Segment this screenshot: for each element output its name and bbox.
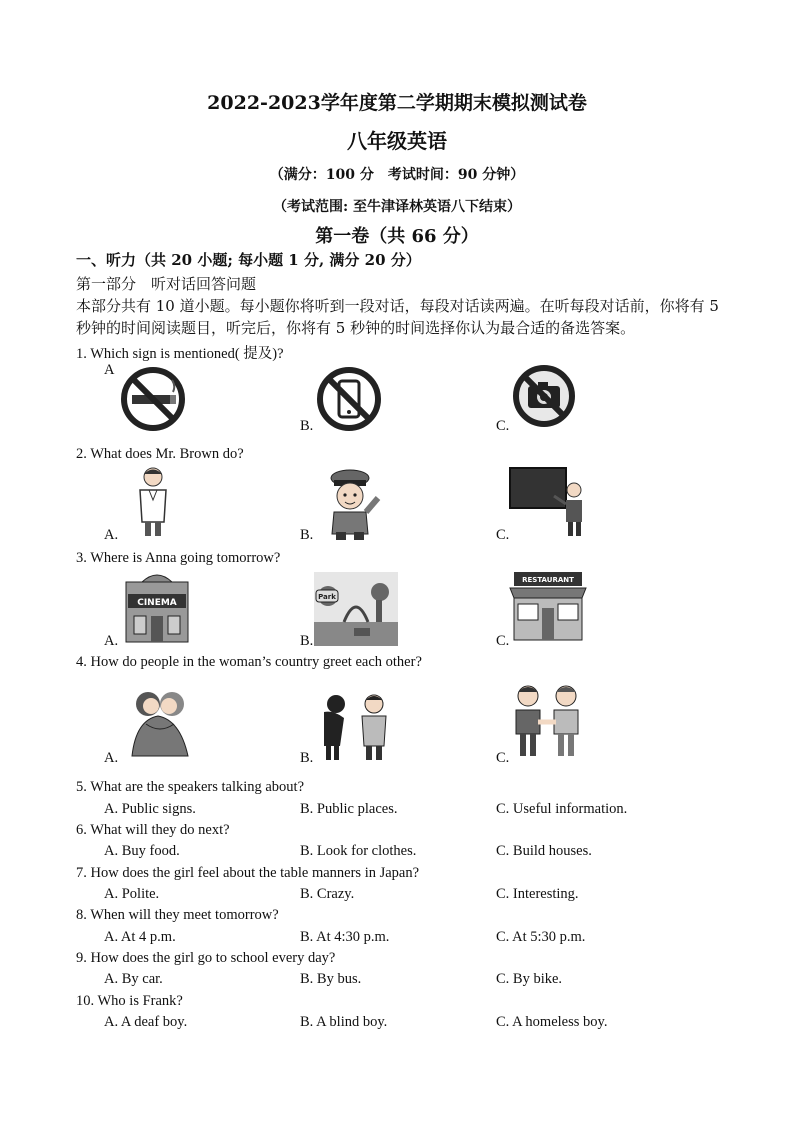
policeman-icon	[322, 466, 382, 542]
teacher-icon	[508, 466, 588, 538]
option-a[interactable]: A.	[104, 633, 119, 649]
option-a[interactable]: A. Public signs.	[104, 801, 196, 817]
option-c[interactable]: C. At 5:30 p.m.	[496, 929, 586, 945]
option-c[interactable]: C. By bike.	[496, 971, 563, 987]
no-smoking-sign-icon	[118, 366, 188, 432]
question-5: 5. What are the speakers talking about?	[76, 779, 305, 795]
option-b[interactable]: B. By bus.	[300, 971, 362, 987]
option-b[interactable]: B. At 4:30 p.m.	[300, 929, 390, 945]
option-b[interactable]: B.	[300, 418, 314, 434]
instructions: 本部分共有 10 道小题。每小题你将听到一段对话，每段对话读两遍。在听每段对话前，你将有 5 秒钟的时间阅读题目，听完后，你将有 5 秒钟的时间选择你认为最合适的备选答案。	[76, 297, 719, 337]
bow-icon	[314, 690, 394, 762]
park-sign-label: Park	[318, 593, 336, 601]
option-a[interactable]: A. At 4 p.m.	[104, 929, 176, 945]
option-c[interactable]: C. Interesting.	[496, 886, 579, 902]
question-6: 6. What will they do next?	[76, 822, 230, 838]
option-a[interactable]: A.	[104, 527, 119, 543]
no-camera-sign-icon	[512, 364, 576, 428]
subject-title: 八年级英语	[347, 129, 447, 153]
question-8: 8. When will they meet tomorrow?	[76, 907, 279, 923]
question-4: 4. How do people in the woman’s country greet each other?	[76, 654, 422, 670]
option-a[interactable]: A.	[104, 750, 119, 766]
option-b[interactable]: B. A blind boy.	[300, 1014, 388, 1030]
exam-title: 2022-2023学年度第二学期期末模拟测试卷	[207, 92, 587, 114]
park-icon	[314, 572, 398, 646]
score-time: （满分：100 分 考试时间：90 分钟）	[269, 167, 525, 183]
option-c[interactable]: C.	[496, 527, 510, 543]
question-3: 3. Where is Anna going tomorrow?	[76, 550, 281, 566]
option-b[interactable]: B. Look for clothes.	[300, 843, 417, 859]
question-9: 9. How does the girl go to school every day?	[76, 950, 336, 966]
section-heading: 一、听力（共 20 小题; 每小题 1 分, 满分 20 分）	[76, 251, 421, 269]
handshake-icon	[510, 682, 586, 760]
cinema-sign-label: CINEMA	[137, 598, 177, 608]
option-c[interactable]: C.	[496, 750, 510, 766]
option-a[interactable]: A. By car.	[104, 971, 163, 987]
question-10: 10. Who is Frank?	[76, 993, 183, 1009]
doctor-icon	[134, 466, 172, 540]
question-2: 2. What does Mr. Brown do?	[76, 446, 244, 462]
option-a[interactable]: A. A deaf boy.	[104, 1014, 188, 1030]
option-c[interactable]: C.	[496, 633, 510, 649]
option-a[interactable]: A. Buy food.	[104, 843, 180, 859]
option-c[interactable]: C. Useful information.	[496, 801, 628, 817]
option-a[interactable]: A. Polite.	[104, 886, 160, 902]
question-1: 1. Which sign is mentioned( 提及)?	[76, 346, 284, 362]
option-b[interactable]: B.	[300, 527, 314, 543]
option-c[interactable]: C. A homeless boy.	[496, 1014, 608, 1030]
restaurant-icon	[508, 570, 588, 642]
option-b[interactable]: B.	[300, 750, 314, 766]
volume-heading: 第一卷（共 66 分）	[315, 226, 479, 247]
part-heading: 第一部分 听对话回答问题	[76, 275, 257, 293]
option-c[interactable]: C. Build houses.	[496, 843, 592, 859]
hug-kiss-icon	[124, 684, 198, 758]
question-7: 7. How does the girl feel about the table manners in Japan?	[76, 865, 420, 881]
option-b[interactable]: B.	[300, 633, 314, 649]
option-a[interactable]: A	[104, 362, 115, 378]
option-c[interactable]: C.	[496, 418, 510, 434]
option-b[interactable]: B. Crazy.	[300, 886, 355, 902]
restaurant-sign-label: RESTAURANT	[522, 576, 574, 584]
no-phone-sign-icon	[316, 366, 382, 432]
cinema-icon	[122, 568, 192, 644]
exam-scope: （考试范围: 至牛津译林英语八下结束）	[272, 199, 522, 215]
option-b[interactable]: B. Public places.	[300, 801, 398, 817]
